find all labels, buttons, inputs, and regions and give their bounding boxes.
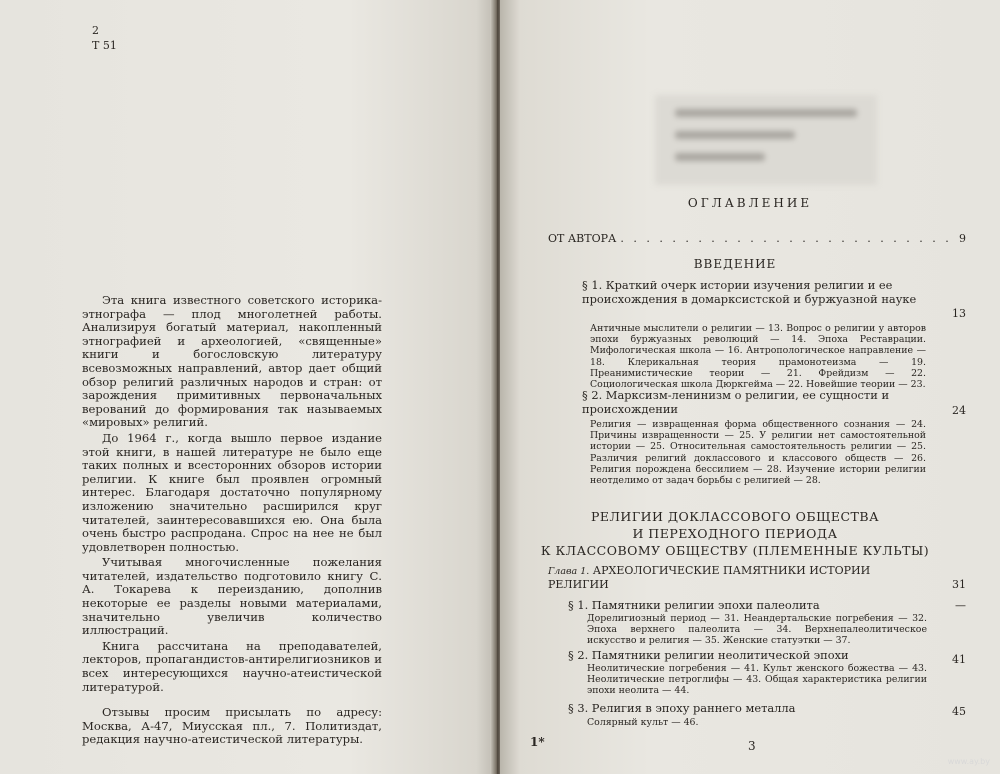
toc-topics: Античные мыслители о религии — 13. Вопрос о религии у авторов эпохи буржуазных революций — 14. Эпоха Реставрации. Мифологическая школа — 16. Антропологическое направление — 18. Клерикальная теория прамонотеизма — 19. Преанимистические теории — 21. Фрейдизм — 22. Социологическая школа Дюркгейма — 22. Новейшие теории — 23. (590, 323, 926, 391)
toc-section: § 1. Памятники религии эпохи палеолита (568, 598, 820, 612)
toc-title: ОГЛАВЛЕНИЕ (687, 196, 813, 210)
chapter-title (548, 564, 928, 591)
part-heading-line: И ПЕРЕХОДНОГО ПЕРИОДА (632, 526, 838, 541)
blurred-stamp (655, 95, 877, 185)
intro-heading: ВВЕДЕНИЕ (693, 257, 777, 271)
chapter-prefix: Глава 1. (548, 566, 590, 577)
toc-page-number: 41 (952, 653, 966, 666)
toc-page-number: 24 (952, 404, 966, 417)
right-page-number: 3 (748, 739, 756, 753)
watermark: www.ay.by (947, 757, 990, 766)
paragraph: Учитывая многочисленные пожелания читателей, издательство подготовило книгу С. А. Токарева к переизданию, дополнив некоторые ее разделы новыми материалами, значительно увеличив количество иллюстраций. (82, 555, 382, 638)
signature-mark: 1* (530, 735, 545, 749)
chapter-name: АРХЕОЛОГИЧЕСКИЕ ПАМЯТНИКИ ИСТОРИИ РЕЛИГИИ (548, 564, 871, 591)
toc-page-number: 13 (952, 307, 966, 320)
paragraph: Книга рассчитана на преподавателей, лекторов, пропагандистов-антирелигиозников и всех интересующихся научно-атеистической литературой. (82, 638, 382, 694)
left-page-number: 2 (92, 24, 99, 37)
toc-page-number: — (955, 599, 966, 612)
toc-section: § 2. Памятники религии неолитической эпохи (568, 648, 849, 662)
left-page (0, 0, 496, 774)
toc-topics: Неолитические погребения — 41. Культ женского божества — 43. Неолитические петроглифы — 43. Общая характеристика религии эпохи неолита — 44. (587, 663, 927, 697)
paragraph: Эта книга известного советского историка-этнографа — плод многолетней работы. Анализируя богатый материал, накопленный этнографией и археологией, «священные» книги и богословскую литературу всевозможных направлений, автор дает общий обзор религий различных народов и стран: от зарождения примитивных первоначальных верований до формирования так называемых «мировых» религий. (82, 293, 382, 430)
annotation-text (82, 294, 382, 749)
toc-entry-from-author (548, 232, 966, 246)
toc-section: § 2. Марксизм-ленинизм о религии, ее сущности и происхождении (582, 388, 890, 416)
toc-page-number: 9 (959, 232, 966, 245)
toc-topics: Солярный культ — 46. (587, 717, 699, 728)
part-heading-line: РЕЛИГИИ ДОКЛАССОВОГО ОБЩЕСТВА (590, 509, 880, 524)
toc-entry-label: ОТ АВТОРА (548, 232, 617, 245)
paragraph: До 1964 г., когда вышло первое издание этой книги, в нашей литературе не было еще таких полных и всесторонних обзоров истории религии. К книге был проявлен огромный интерес. Благодаря достаточно популярному изложению значительно расширился круг читателей, заинтересовавшихся ею. Она была очень быстро распродана. Спрос на нее не был удовлетворен полностью. (82, 430, 382, 554)
part-heading-line: К КЛАССОВОМУ ОБЩЕСТВУ (ПЛЕМЕННЫЕ КУЛЬТЫ) (540, 543, 930, 558)
toc-section: § 3. Религия в эпоху раннего металла (568, 701, 796, 715)
catalog-code: Т 51 (92, 39, 117, 52)
toc-page-number: 31 (952, 578, 966, 591)
toc-topics: Дорелигиозный период — 31. Неандертальские погребения — 32. Эпоха верхнего палеолита — 34. Верхнепалеолитическое искусство и религия — 35. Женские статуэтки — 37. (587, 613, 927, 647)
paragraph: Отзывы просим присылать по адресу: Москва, А-47, Миусская пл., 7. Политиздат, редакция научно-атеистической литературы. (82, 705, 382, 747)
toc-topics: Религия — извращенная форма общественного сознания — 24. Причины извращенности — 25. У религии нет самостоятельной истории — 25. Относительная самостоятельность религии — 25. Различия религий доклассового и классового обществ — 26. Религия порождена бессилием — 28. Изучение истории религии неотделимо от задач борьбы с религией — 28. (590, 419, 926, 487)
toc-section: § 1. Краткий очерк истории изучения религии и ее происхождения в домарксистской и буржуазной науке (582, 278, 917, 306)
toc-page-number: 45 (952, 705, 966, 718)
leader-dots (620, 232, 955, 246)
